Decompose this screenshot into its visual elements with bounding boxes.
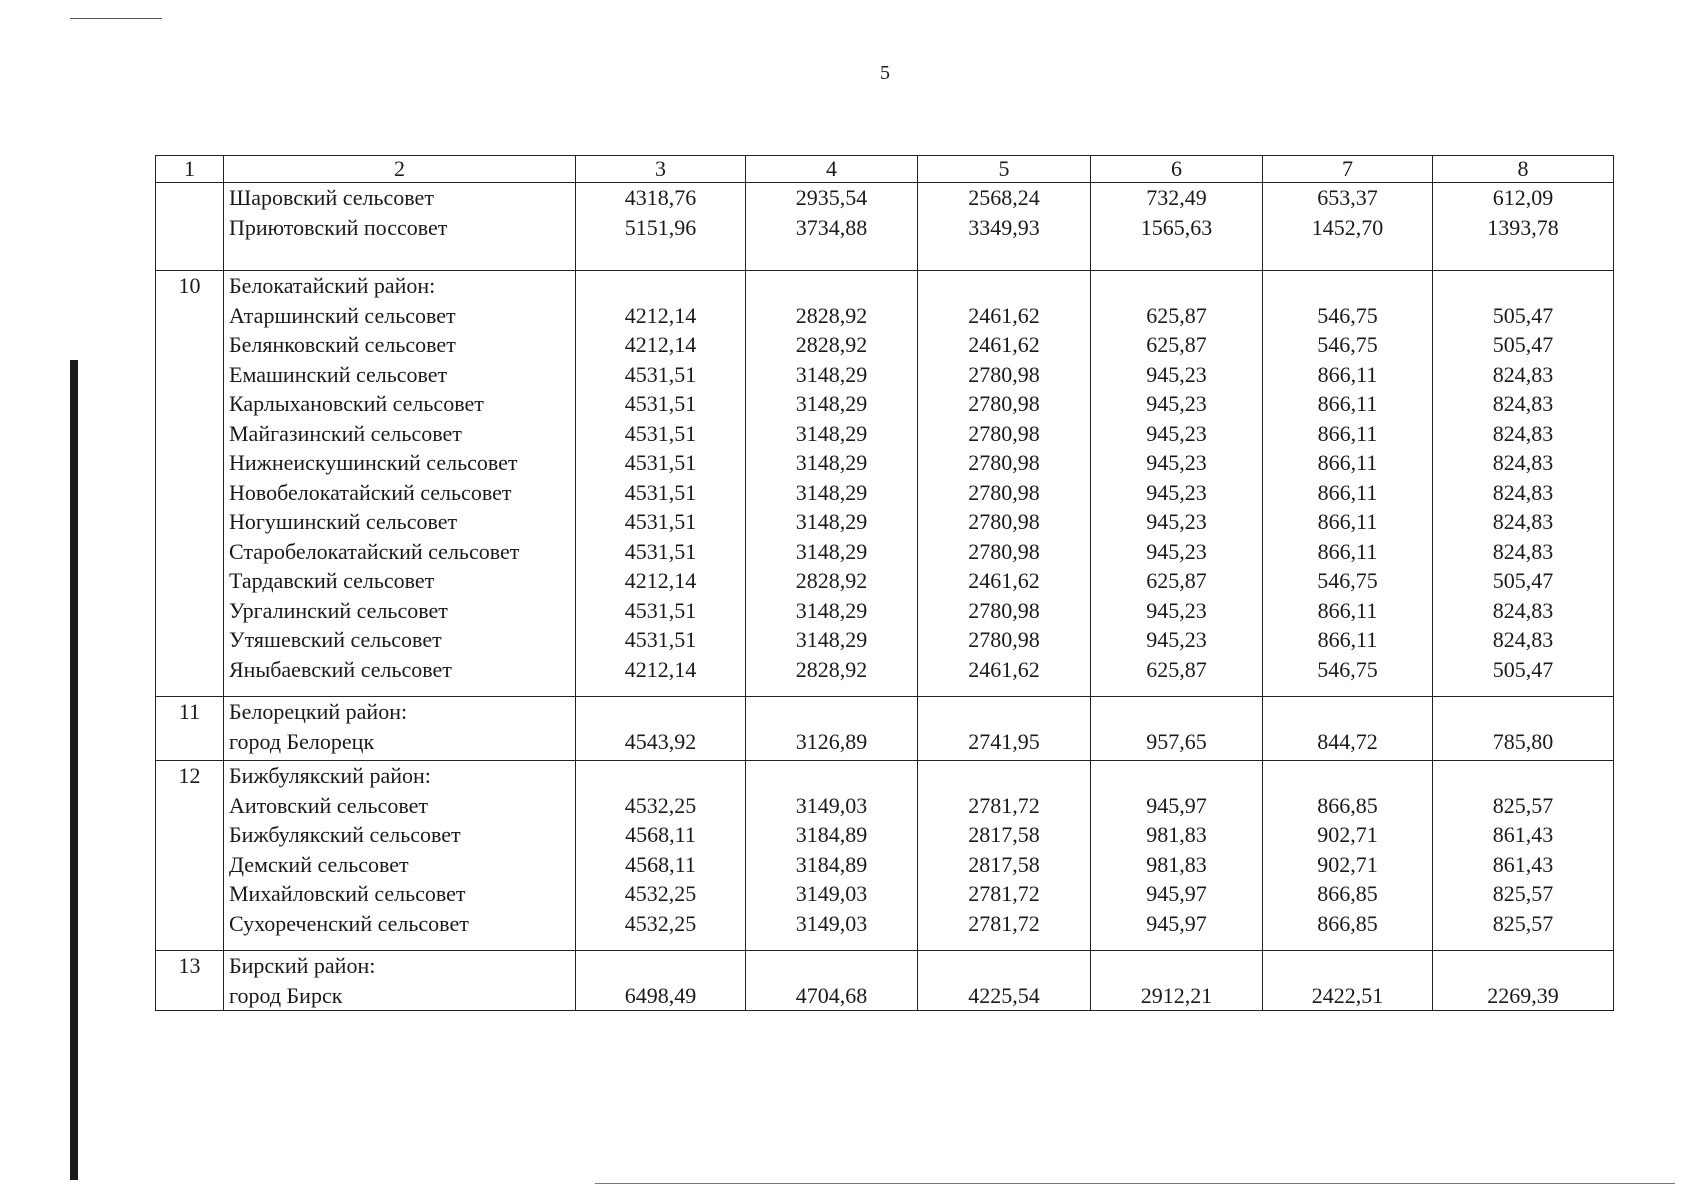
value: 945,23 (1146, 420, 1207, 446)
group-number: 13 (178, 953, 201, 978)
value: 2781,72 (968, 792, 1040, 818)
value: 844,72 (1317, 728, 1378, 754)
value: 3184,89 (795, 822, 868, 847)
settlement-name: Сухореченский сельсовет (229, 910, 469, 936)
value: 625,87 (1146, 568, 1207, 593)
name-cell (224, 951, 576, 1011)
value: 824,83 (1492, 450, 1554, 475)
value: 866,85 (1317, 910, 1378, 936)
bottom-rule (595, 1183, 1675, 1184)
value: 3148,29 (795, 627, 868, 652)
value-cell (746, 183, 918, 271)
value: 2780,98 (968, 450, 1040, 475)
group-row (156, 183, 1614, 271)
value: 4531,51 (624, 361, 697, 387)
settlement-name: Карлыхановский сельсовет (229, 391, 484, 416)
value: 3149,03 (795, 792, 868, 818)
header-cell: 4 (746, 156, 918, 183)
value: 824,83 (1492, 420, 1554, 446)
settlement-name: Утяшевский сельсовет (229, 627, 442, 652)
value: 866,11 (1317, 450, 1378, 475)
name-cell (224, 761, 576, 951)
group-number-cell (156, 183, 224, 271)
value: 945,23 (1146, 450, 1207, 475)
value: 3149,03 (795, 881, 868, 906)
value: 546,75 (1317, 332, 1378, 357)
value: 866,11 (1317, 361, 1378, 387)
value: 4543,92 (624, 728, 697, 754)
value: 546,75 (1317, 568, 1378, 593)
header-row (156, 156, 1614, 183)
value: 5151,96 (624, 214, 697, 240)
header-cell: 5 (918, 156, 1091, 183)
value: 866,11 (1317, 597, 1378, 623)
value: 2828,92 (795, 332, 868, 357)
value: 4531,51 (624, 509, 697, 534)
value-cell (576, 183, 746, 271)
value-cell (576, 271, 746, 697)
value-cell (918, 697, 1091, 761)
name-cell (224, 271, 576, 697)
value: 824,83 (1492, 479, 1554, 505)
value: 902,71 (1317, 822, 1378, 847)
settlement-name: Тардавский сельсовет (229, 568, 435, 593)
value-cell (918, 951, 1091, 1011)
value: 3149,03 (795, 910, 868, 936)
value: 945,97 (1146, 792, 1207, 818)
header-cell: 3 (576, 156, 746, 183)
value-cell (1263, 761, 1433, 951)
settlement-name: Аитовский сельсовет (229, 792, 428, 818)
value-cell (1263, 271, 1433, 697)
value: 825,57 (1492, 881, 1554, 906)
value: 4531,51 (624, 420, 697, 446)
value-cell (746, 271, 918, 697)
settlement-name: Ургалинский сельсовет (229, 597, 448, 623)
value: 824,83 (1492, 627, 1554, 652)
value: 2817,58 (968, 851, 1040, 877)
value: 945,97 (1146, 910, 1207, 936)
value-cell (1433, 951, 1614, 1011)
value: 3148,29 (795, 509, 868, 534)
value: 2912,21 (1140, 982, 1213, 1008)
value: 945,23 (1146, 361, 1207, 387)
value-cell (1091, 761, 1263, 951)
value: 866,85 (1317, 792, 1378, 818)
settlement-name: город Белорецк (229, 728, 375, 754)
value: 2781,72 (968, 910, 1040, 936)
value: 2780,98 (968, 597, 1040, 623)
header-cell: 8 (1433, 156, 1614, 183)
value: 4532,25 (624, 910, 697, 936)
value: 1393,78 (1487, 214, 1559, 240)
settlement-name: Приютовский поссовет (229, 214, 448, 240)
settlement-name: Михайловский сельсовет (229, 881, 466, 906)
settlement-name: Емашинский сельсовет (229, 361, 448, 387)
value: 945,23 (1146, 597, 1207, 623)
group-number-cell (156, 761, 224, 951)
settlement-name: Старобелокатайский сельсовет (229, 538, 520, 564)
value: 2828,92 (795, 656, 868, 682)
value: 4531,51 (624, 391, 697, 416)
value: 3148,29 (795, 450, 868, 475)
value: 2461,62 (968, 568, 1040, 593)
value: 945,97 (1146, 881, 1207, 906)
value: 866,11 (1317, 509, 1378, 534)
value: 505,47 (1492, 656, 1554, 682)
value: 4531,51 (624, 450, 697, 475)
group-row (156, 951, 1614, 1011)
value: 866,11 (1317, 479, 1378, 505)
value-cell (1091, 271, 1263, 697)
value-cell (1263, 183, 1433, 271)
value: 546,75 (1317, 302, 1378, 328)
value: 2461,62 (968, 332, 1040, 357)
value-cell (576, 951, 746, 1011)
value: 3349,93 (968, 214, 1040, 240)
value: 612,09 (1492, 185, 1554, 210)
value: 4531,51 (624, 538, 697, 564)
settlement-name: Атаршинский сельсовет (229, 302, 456, 328)
value-cell (1091, 697, 1263, 761)
value: 4531,51 (624, 479, 697, 505)
value: 866,11 (1317, 420, 1378, 446)
value: 505,47 (1492, 332, 1554, 357)
value: 2828,92 (795, 568, 868, 593)
value: 2780,98 (968, 420, 1040, 446)
settlement-name: Новобелокатайский сельсовет (229, 479, 512, 505)
value: 866,11 (1317, 391, 1378, 416)
value: 945,23 (1146, 538, 1207, 564)
value: 785,80 (1492, 728, 1554, 754)
value: 945,23 (1146, 509, 1207, 534)
group-row (156, 697, 1614, 761)
value: 505,47 (1492, 302, 1554, 328)
value: 4212,14 (624, 302, 697, 328)
group-number-cell (156, 271, 224, 697)
value: 3148,29 (795, 361, 868, 387)
value: 3148,29 (795, 420, 868, 446)
value: 4318,76 (624, 185, 697, 210)
value-cell (576, 761, 746, 951)
value: 2422,51 (1311, 982, 1384, 1008)
value: 866,85 (1317, 881, 1378, 906)
value: 625,87 (1146, 332, 1207, 357)
value: 945,23 (1146, 391, 1207, 416)
value: 4212,14 (624, 332, 697, 357)
group-number-cell (156, 951, 224, 1011)
settlement-name: город Бирск (229, 982, 343, 1008)
value: 2828,92 (795, 302, 868, 328)
settlement-name: Белянковский сельсовет (229, 332, 456, 357)
table-body (156, 156, 1614, 1011)
settlement-name: Бижбулякский сельсовет (229, 822, 461, 847)
value: 4225,54 (968, 982, 1040, 1008)
group-number: 10 (178, 273, 201, 298)
group-number-cell (156, 697, 224, 761)
value: 3148,29 (795, 391, 868, 416)
value-cell (1433, 697, 1614, 761)
district-title: Белокатайский район: (229, 273, 436, 298)
value-cell (1263, 951, 1433, 1011)
value: 2461,62 (968, 656, 1040, 682)
value: 3734,88 (795, 214, 868, 240)
value: 866,11 (1317, 627, 1378, 652)
value: 4212,14 (624, 656, 697, 682)
settlement-name: Шаровский сельсовет (229, 185, 434, 210)
group-number: 11 (178, 699, 201, 724)
header-cell: 2 (224, 156, 576, 183)
value: 2568,24 (968, 185, 1040, 210)
value: 824,83 (1492, 391, 1554, 416)
value: 6498,49 (624, 982, 697, 1008)
value: 945,23 (1146, 627, 1207, 652)
value: 2780,98 (968, 627, 1040, 652)
name-cell (224, 183, 576, 271)
header-cell: 1 (156, 156, 224, 183)
header-cell: 7 (1263, 156, 1433, 183)
value: 2780,98 (968, 361, 1040, 387)
value: 2780,98 (968, 509, 1040, 534)
value: 981,83 (1146, 851, 1207, 877)
value-cell (918, 183, 1091, 271)
value: 3126,89 (795, 728, 868, 754)
value-cell (746, 761, 918, 951)
value: 945,23 (1146, 479, 1207, 505)
value: 824,83 (1492, 361, 1554, 387)
value-cell (918, 761, 1091, 951)
page-number: 5 (880, 62, 890, 84)
top-rule (70, 18, 162, 19)
value: 4531,51 (624, 597, 697, 623)
value-cell (1263, 697, 1433, 761)
value: 861,43 (1492, 851, 1554, 877)
value: 2461,62 (968, 302, 1040, 328)
settlement-name: Яныбаевский сельсовет (229, 656, 452, 682)
value: 625,87 (1146, 302, 1207, 328)
value: 3148,29 (795, 538, 868, 564)
value-cell (1091, 183, 1263, 271)
value: 824,83 (1492, 597, 1554, 623)
value: 2780,98 (968, 479, 1040, 505)
group-number (156, 183, 223, 213)
value: 2781,72 (968, 881, 1040, 906)
value: 861,43 (1492, 822, 1554, 847)
value: 732,49 (1146, 185, 1207, 210)
value: 4532,25 (624, 881, 697, 906)
value: 3184,89 (795, 851, 868, 877)
value: 1452,70 (1311, 214, 1384, 240)
value-cell (746, 697, 918, 761)
value: 2741,95 (968, 728, 1040, 754)
value-cell (1433, 271, 1614, 697)
value-cell (918, 271, 1091, 697)
value: 3148,29 (795, 597, 868, 623)
value: 1565,63 (1140, 214, 1213, 240)
name-cell (224, 697, 576, 761)
value: 653,37 (1317, 185, 1378, 210)
settlement-name: Майгазинский сельсовет (229, 420, 462, 446)
value: 824,83 (1492, 509, 1554, 534)
group-row (156, 761, 1614, 951)
value-cell (1433, 761, 1614, 951)
district-title: Белорецкий район: (229, 699, 408, 724)
value: 546,75 (1317, 656, 1378, 682)
value: 625,87 (1146, 656, 1207, 682)
value-cell (1433, 183, 1614, 271)
value: 902,71 (1317, 851, 1378, 877)
scan-edge-bar (70, 360, 78, 1180)
header-cell: 6 (1091, 156, 1263, 183)
value: 2817,58 (968, 822, 1040, 847)
value: 2935,54 (795, 185, 868, 210)
group-number: 12 (178, 763, 201, 788)
value: 4568,11 (625, 822, 696, 847)
value: 4212,14 (624, 568, 697, 593)
district-title: Бирский район: (229, 953, 376, 978)
value: 3148,29 (795, 479, 868, 505)
settlement-name: Нижнеискушинский сельсовет (229, 450, 518, 475)
tariff-table (155, 155, 1614, 1011)
value: 825,57 (1492, 910, 1554, 936)
value: 957,65 (1146, 728, 1207, 754)
value: 4704,68 (795, 982, 868, 1008)
value: 2269,39 (1487, 982, 1559, 1008)
value: 4568,11 (625, 851, 696, 877)
value-cell (576, 697, 746, 761)
value: 505,47 (1492, 568, 1554, 593)
value: 825,57 (1492, 792, 1554, 818)
district-title: Бижбулякский район: (229, 763, 431, 788)
group-row (156, 271, 1614, 697)
settlement-name: Демский сельсовет (229, 851, 409, 877)
value: 4532,25 (624, 792, 697, 818)
value: 866,11 (1317, 538, 1378, 564)
value: 2780,98 (968, 391, 1040, 416)
value: 4531,51 (624, 627, 697, 652)
value: 2780,98 (968, 538, 1040, 564)
value-cell (746, 951, 918, 1011)
value: 981,83 (1146, 822, 1207, 847)
value-cell (1091, 951, 1263, 1011)
value: 824,83 (1492, 538, 1554, 564)
settlement-name: Ногушинский сельсовет (229, 509, 458, 534)
